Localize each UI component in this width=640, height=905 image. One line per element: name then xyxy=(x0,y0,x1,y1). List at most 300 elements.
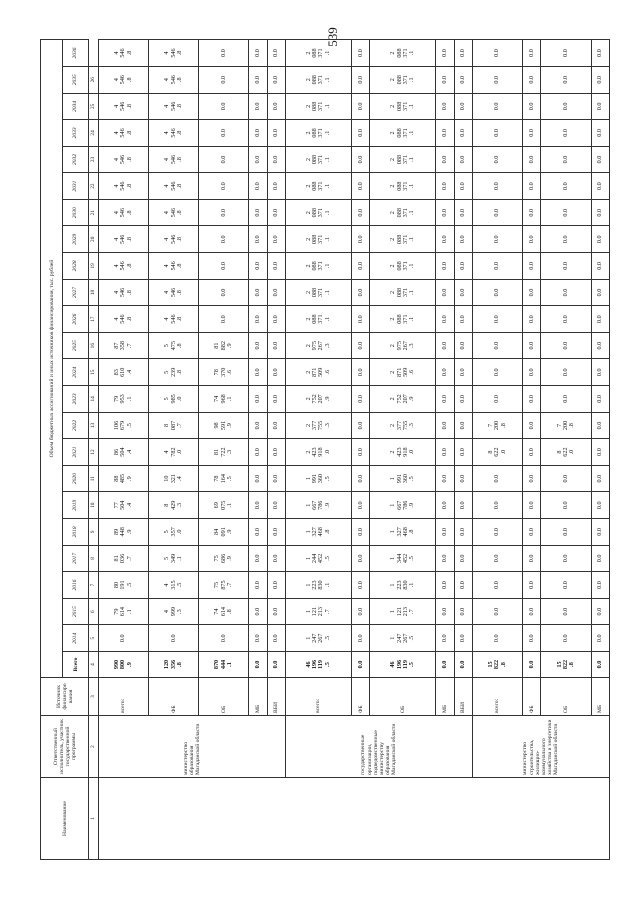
value-cell: 0.0 xyxy=(351,465,369,492)
column-number: 12 xyxy=(89,439,99,466)
value-cell: 2 423 918 .0 xyxy=(370,439,436,466)
value-cell: 0.0 xyxy=(267,439,285,466)
value-cell: 0.0 xyxy=(591,412,609,439)
value-cell: 2 088 371 .1 xyxy=(370,173,436,200)
column-number: 4 xyxy=(89,652,99,678)
header-total: Всего xyxy=(63,652,89,678)
value-cell: 0.0 xyxy=(249,120,267,147)
value-cell: 83 610 .4 xyxy=(99,359,149,386)
value-cell: 0.0 xyxy=(454,199,472,226)
value-cell: 0.0 xyxy=(541,146,591,173)
value-cell: 0.0 xyxy=(249,492,267,519)
value-cell: 0.0 xyxy=(249,199,267,226)
value-cell: 4 546 .8 xyxy=(99,66,149,93)
value-cell: 0.0 xyxy=(454,386,472,413)
value-cell: 0.0 xyxy=(249,66,267,93)
value-cell: 0.0 xyxy=(473,519,523,546)
value-cell: 0.0 xyxy=(351,572,369,599)
value-cell: 0.0 xyxy=(591,545,609,572)
value-cell: 0.0 xyxy=(436,412,454,439)
header-year: 2017 xyxy=(63,545,89,572)
value-cell: 8 087 .7 xyxy=(149,412,199,439)
value-cell: 106 679 .5 xyxy=(99,412,149,439)
value-cell: 0.0 xyxy=(249,545,267,572)
value-cell: 0.0 xyxy=(454,306,472,333)
value-cell: 0.0 xyxy=(591,226,609,253)
value-cell: 0.0 xyxy=(199,625,249,652)
total-cell: 0.0 xyxy=(267,652,285,678)
value-cell: 4 546 .8 xyxy=(149,226,199,253)
value-cell: 81 036 .7 xyxy=(99,545,149,572)
value-cell: 0.0 xyxy=(523,625,541,652)
value-cell: 2 088 371 .1 xyxy=(370,253,436,280)
value-cell: 0.0 xyxy=(541,279,591,306)
value-cell: 0.0 xyxy=(436,279,454,306)
header-year: 2036 xyxy=(63,40,89,67)
total-cell: 15 822 .8 xyxy=(541,652,591,678)
value-cell: 0.0 xyxy=(199,253,249,280)
value-cell: 89 448 .9 xyxy=(99,519,149,546)
value-cell: 0.0 xyxy=(523,40,541,67)
value-cell: 0.0 xyxy=(436,439,454,466)
value-cell: 2 088 371 .1 xyxy=(370,279,436,306)
column-number: 7 xyxy=(89,572,99,599)
value-cell: 0.0 xyxy=(267,173,285,200)
value-cell: 0.0 xyxy=(454,412,472,439)
value-cell: 0.0 xyxy=(249,519,267,546)
total-cell: 870 444 .1 xyxy=(199,652,249,678)
value-cell: 2 871 509 .6 xyxy=(286,359,352,386)
value-cell: 2 975 267 .3 xyxy=(286,332,352,359)
source-cell: МБ xyxy=(591,678,609,716)
value-cell: 5 239 .8 xyxy=(149,359,199,386)
value-cell: 0.0 xyxy=(351,439,369,466)
value-cell: 0.0 xyxy=(436,519,454,546)
value-cell: 4 546 .8 xyxy=(99,306,149,333)
header-year: 2014 xyxy=(63,625,89,652)
value-cell: 0.0 xyxy=(249,359,267,386)
value-cell: 0.0 xyxy=(591,465,609,492)
total-cell: 0.0 xyxy=(436,652,454,678)
value-cell: 4 315 .5 xyxy=(149,572,199,599)
value-cell: 0.0 xyxy=(541,253,591,280)
value-cell: 8 429 .3 xyxy=(149,492,199,519)
column-number: 26 xyxy=(89,66,99,93)
value-cell: 0.0 xyxy=(454,465,472,492)
value-cell: 0.0 xyxy=(541,625,591,652)
value-cell: 0.0 xyxy=(436,386,454,413)
value-cell: 0.0 xyxy=(199,279,249,306)
value-cell: 4 546 .8 xyxy=(149,66,199,93)
total-cell: 0.0 xyxy=(523,652,541,678)
header-year: 2033 xyxy=(63,120,89,147)
value-cell: 0.0 xyxy=(436,93,454,120)
value-cell: 0.0 xyxy=(591,146,609,173)
header-year: 2032 xyxy=(63,146,89,173)
value-cell: 2 752 207 .9 xyxy=(370,386,436,413)
value-cell: 0.0 xyxy=(436,40,454,67)
value-cell: 1 667 786 .9 xyxy=(370,492,436,519)
value-cell: 0.0 xyxy=(591,199,609,226)
value-cell: 2 088 371 .1 xyxy=(370,120,436,147)
value-cell: 0.0 xyxy=(473,598,523,625)
value-cell: 2 088 371 .1 xyxy=(370,66,436,93)
total-cell: 0.0 xyxy=(454,652,472,678)
value-cell: 0.0 xyxy=(249,253,267,280)
value-cell: 0.0 xyxy=(454,492,472,519)
column-number: 3 xyxy=(89,678,99,716)
value-cell: 0.0 xyxy=(473,545,523,572)
funding-table xyxy=(40,39,610,860)
header-year: 2024 xyxy=(63,359,89,386)
value-cell: 0.0 xyxy=(351,146,369,173)
header-executor: Ответственный исполнитель, участник государственной программы xyxy=(41,716,89,778)
value-cell: 0.0 xyxy=(523,253,541,280)
value-cell: 0.0 xyxy=(541,572,591,599)
source-cell: ВБИ xyxy=(267,678,285,716)
value-cell: 0.0 xyxy=(523,359,541,386)
value-cell: 2 088 371 .1 xyxy=(286,146,352,173)
value-cell: 0.0 xyxy=(267,279,285,306)
value-cell: 2 088 371 .1 xyxy=(370,93,436,120)
column-number: 6 xyxy=(89,598,99,625)
value-cell: 7 200 .8 xyxy=(541,412,591,439)
column-number: 23 xyxy=(89,146,99,173)
value-cell: 2 088 371 .1 xyxy=(370,146,436,173)
value-cell: 0.0 xyxy=(591,492,609,519)
value-cell: 0.0 xyxy=(591,279,609,306)
value-cell: 4 546 .8 xyxy=(99,40,149,67)
value-cell: 0.0 xyxy=(541,465,591,492)
header-row xyxy=(41,40,63,860)
value-cell: 0.0 xyxy=(436,332,454,359)
value-cell: 0.0 xyxy=(249,412,267,439)
header-year: 2016 xyxy=(63,572,89,599)
value-cell: 0.0 xyxy=(591,120,609,147)
value-cell: 0.0 xyxy=(199,120,249,147)
value-cell: 0.0 xyxy=(436,306,454,333)
column-number: 21 xyxy=(89,199,99,226)
value-cell: 0.0 xyxy=(267,93,285,120)
value-cell: 2 088 371 .1 xyxy=(370,199,436,226)
value-cell: 0.0 xyxy=(541,173,591,200)
value-cell: 0.0 xyxy=(267,66,285,93)
header-year: 2031 xyxy=(63,173,89,200)
value-cell: 0.0 xyxy=(591,359,609,386)
value-cell: 0.0 xyxy=(267,465,285,492)
value-cell: 0.0 xyxy=(591,386,609,413)
value-cell: 4 546 .8 xyxy=(99,120,149,147)
value-cell: 0.0 xyxy=(591,253,609,280)
value-cell: 2 088 371 .1 xyxy=(286,199,352,226)
total-cell: 0.0 xyxy=(591,652,609,678)
table-row xyxy=(286,40,352,860)
value-cell: 0.0 xyxy=(541,332,591,359)
value-cell: 0.0 xyxy=(523,545,541,572)
value-cell: 7 200 .8 xyxy=(473,412,523,439)
value-cell: 0.0 xyxy=(454,439,472,466)
value-cell: 5 475 .8 xyxy=(149,332,199,359)
column-number: 22 xyxy=(89,173,99,200)
column-number: 14 xyxy=(89,386,99,413)
value-cell: 0.0 xyxy=(541,386,591,413)
value-cell: 0.0 xyxy=(199,173,249,200)
value-cell: 0.0 xyxy=(351,279,369,306)
value-cell: 4 546 .8 xyxy=(149,253,199,280)
value-cell: 0.0 xyxy=(473,146,523,173)
value-cell: 0.0 xyxy=(473,66,523,93)
column-number: 8 xyxy=(89,545,99,572)
value-cell: 1 327 468 .8 xyxy=(370,519,436,546)
value-cell: 0.0 xyxy=(267,332,285,359)
value-cell: 0.0 xyxy=(199,66,249,93)
value-cell: 2 088 371 .1 xyxy=(370,40,436,67)
value-cell: 0.0 xyxy=(473,386,523,413)
value-cell: 0.0 xyxy=(523,199,541,226)
value-cell: 0.0 xyxy=(267,199,285,226)
header-year: 2015 xyxy=(63,598,89,625)
value-cell: 4 546 .8 xyxy=(149,93,199,120)
value-cell: 0.0 xyxy=(523,492,541,519)
column-number-row xyxy=(89,40,99,860)
name-cell xyxy=(99,778,610,860)
value-cell: 78 370 .6 xyxy=(199,359,249,386)
value-cell: 0.0 xyxy=(249,572,267,599)
value-cell: 0.0 xyxy=(591,625,609,652)
source-cell: МБ xyxy=(436,678,454,716)
value-cell: 0.0 xyxy=(249,306,267,333)
value-cell: 0.0 xyxy=(473,359,523,386)
value-cell: 0.0 xyxy=(473,279,523,306)
value-cell: 0.0 xyxy=(454,40,472,67)
value-cell: 81 722 .3 xyxy=(199,439,249,466)
value-cell: 0.0 xyxy=(473,226,523,253)
value-cell: 2 088 371 .1 xyxy=(286,40,352,67)
value-cell: 0.0 xyxy=(591,93,609,120)
value-cell: 0.0 xyxy=(436,572,454,599)
value-cell: 0.0 xyxy=(199,306,249,333)
value-cell: 0.0 xyxy=(473,332,523,359)
value-cell: 0.0 xyxy=(267,386,285,413)
value-cell: 0.0 xyxy=(351,545,369,572)
value-cell: 0.0 xyxy=(436,146,454,173)
value-cell: 1 223 830 .1 xyxy=(286,572,352,599)
value-cell: 0.0 xyxy=(351,66,369,93)
column-number: 9 xyxy=(89,519,99,546)
value-cell: 0.0 xyxy=(523,306,541,333)
header-year: 2027 xyxy=(63,279,89,306)
value-cell: 8 622 .0 xyxy=(541,439,591,466)
value-cell: 0.0 xyxy=(523,226,541,253)
value-cell: 2 871 509 .6 xyxy=(370,359,436,386)
header-year: 2029 xyxy=(63,226,89,253)
value-cell: 1 991 360 .5 xyxy=(286,465,352,492)
value-cell: 0.0 xyxy=(199,199,249,226)
value-cell: 2 088 371 .1 xyxy=(286,306,352,333)
value-cell: 0.0 xyxy=(523,465,541,492)
value-cell: 0.0 xyxy=(267,572,285,599)
value-cell: 0.0 xyxy=(436,173,454,200)
value-cell: 0.0 xyxy=(591,306,609,333)
value-cell: 0.0 xyxy=(267,412,285,439)
value-cell: 2 088 371 .1 xyxy=(286,173,352,200)
header-year: 2034 xyxy=(63,93,89,120)
value-cell: 0.0 xyxy=(267,359,285,386)
value-cell: 10 321 .4 xyxy=(149,465,199,492)
value-cell: 0.0 xyxy=(523,332,541,359)
value-cell: 0.0 xyxy=(523,412,541,439)
value-cell: 75 686 .9 xyxy=(199,545,249,572)
value-cell: 0.0 xyxy=(473,253,523,280)
source-cell: ФБ xyxy=(149,678,199,716)
value-cell: 0.0 xyxy=(351,226,369,253)
value-cell: 0.0 xyxy=(473,120,523,147)
column-number: 16 xyxy=(89,332,99,359)
value-cell: 0.0 xyxy=(473,40,523,67)
value-cell: 2 975 267 .3 xyxy=(370,332,436,359)
value-cell: 0.0 xyxy=(591,40,609,67)
executor-cell: министерство образования Магаданской области xyxy=(99,716,286,778)
value-cell: 1 327 468 .8 xyxy=(286,519,352,546)
value-cell: 0.0 xyxy=(591,173,609,200)
value-cell: 0.0 xyxy=(541,66,591,93)
value-cell: 0.0 xyxy=(351,40,369,67)
value-cell: 0.0 xyxy=(267,226,285,253)
value-cell: 5 357 .0 xyxy=(149,519,199,546)
value-cell: 0.0 xyxy=(436,66,454,93)
column-number: 10 xyxy=(89,492,99,519)
value-cell: 0.0 xyxy=(249,226,267,253)
header-year: 2018 xyxy=(63,519,89,546)
value-cell: 0.0 xyxy=(454,146,472,173)
header-year: 2019 xyxy=(63,492,89,519)
value-cell: 1 991 360 .5 xyxy=(370,465,436,492)
value-cell: 4 546 .8 xyxy=(99,199,149,226)
header-name: Наименование xyxy=(41,778,89,860)
value-cell: 0.0 xyxy=(541,306,591,333)
value-cell: 0.0 xyxy=(436,226,454,253)
value-cell: 1 247 267 .5 xyxy=(370,625,436,652)
value-cell: 0.0 xyxy=(473,625,523,652)
value-cell: 0.0 xyxy=(591,439,609,466)
value-cell: 0.0 xyxy=(351,306,369,333)
value-cell: 0.0 xyxy=(523,146,541,173)
table-row xyxy=(99,40,149,860)
header-source: Источник финансиро вания xyxy=(41,678,89,716)
value-cell: 0.0 xyxy=(436,625,454,652)
value-cell: 74 614 .8 xyxy=(199,598,249,625)
value-cell: 0.0 xyxy=(351,199,369,226)
value-cell: 2 377 755 .3 xyxy=(286,412,352,439)
executor-cell: министерство строительства, жилищно-коммунального хозяйства и энергетики Магаданской области xyxy=(473,716,610,778)
value-cell: 4 782 .0 xyxy=(149,439,199,466)
value-cell: 0.0 xyxy=(267,492,285,519)
value-cell: 0.0 xyxy=(436,359,454,386)
value-cell: 1 121 213 .7 xyxy=(286,598,352,625)
value-cell: 4 546 .8 xyxy=(99,253,149,280)
value-cell: 0.0 xyxy=(454,120,472,147)
value-cell: 1 344 452 .5 xyxy=(370,545,436,572)
value-cell: 0.0 xyxy=(267,598,285,625)
value-cell: 0.0 xyxy=(199,40,249,67)
header-year: 2023 xyxy=(63,386,89,413)
value-cell: 87 358 .7 xyxy=(99,332,149,359)
value-cell: 4 546 .8 xyxy=(99,93,149,120)
value-cell: 0.0 xyxy=(436,492,454,519)
value-cell: 88 485 .9 xyxy=(99,465,149,492)
column-number: 25 xyxy=(89,93,99,120)
value-cell: 0.0 xyxy=(351,253,369,280)
value-cell: 2 088 371 .1 xyxy=(286,93,352,120)
header-year: 2022 xyxy=(63,412,89,439)
header-year: 2035 xyxy=(63,66,89,93)
column-number: 24 xyxy=(89,120,99,147)
value-cell: 0.0 xyxy=(473,465,523,492)
value-cell: 0.0 xyxy=(541,199,591,226)
value-cell: 0.0 xyxy=(199,93,249,120)
value-cell: 0.0 xyxy=(541,545,591,572)
value-cell: 0.0 xyxy=(267,146,285,173)
column-number: 2 xyxy=(89,716,99,778)
value-cell: 0.0 xyxy=(436,120,454,147)
source-cell: ФБ xyxy=(351,678,369,716)
value-cell: 0.0 xyxy=(541,492,591,519)
value-cell: 0.0 xyxy=(541,120,591,147)
value-cell: 0.0 xyxy=(523,279,541,306)
value-cell: 0.0 xyxy=(523,173,541,200)
value-cell: 1 667 786 .9 xyxy=(286,492,352,519)
value-cell: 0.0 xyxy=(454,545,472,572)
value-cell: 4 999 .3 xyxy=(149,598,199,625)
value-cell: 0.0 xyxy=(267,253,285,280)
value-cell: 0.0 xyxy=(249,598,267,625)
value-cell: 4 546 .8 xyxy=(149,279,199,306)
total-cell: 0.0 xyxy=(351,652,369,678)
value-cell: 86 504 .4 xyxy=(99,439,149,466)
source-cell: МБ xyxy=(249,678,267,716)
value-cell: 1 121 213 .7 xyxy=(370,598,436,625)
value-cell: 0.0 xyxy=(267,519,285,546)
column-number: 17 xyxy=(89,306,99,333)
value-cell: 74 968 .1 xyxy=(199,386,249,413)
value-cell: 0.0 xyxy=(523,386,541,413)
value-cell: 0.0 xyxy=(454,519,472,546)
value-cell: 0.0 xyxy=(351,625,369,652)
value-cell: 0.0 xyxy=(523,598,541,625)
value-cell: 80 191 .5 xyxy=(99,572,149,599)
value-cell: 4 546 .8 xyxy=(99,146,149,173)
header-year: 2026 xyxy=(63,306,89,333)
value-cell: 0.0 xyxy=(436,598,454,625)
value-cell: 0.0 xyxy=(436,253,454,280)
value-cell: 4 546 .8 xyxy=(149,306,199,333)
value-cell: 0.0 xyxy=(249,146,267,173)
value-cell: 4 546 .8 xyxy=(99,226,149,253)
value-cell: 0.0 xyxy=(473,93,523,120)
value-cell: 0.0 xyxy=(249,40,267,67)
value-cell: 0.0 xyxy=(249,93,267,120)
value-cell: 81 882 .9 xyxy=(199,332,249,359)
page-number: 539 xyxy=(325,27,340,47)
value-cell: 0.0 xyxy=(541,359,591,386)
table-row xyxy=(473,40,523,860)
value-cell: 0.0 xyxy=(267,306,285,333)
value-cell: 0.0 xyxy=(351,332,369,359)
value-cell: 0.0 xyxy=(249,279,267,306)
value-cell: 0.0 xyxy=(454,226,472,253)
total-cell: 120 356 .8 xyxy=(149,652,199,678)
value-cell: 0.0 xyxy=(454,66,472,93)
